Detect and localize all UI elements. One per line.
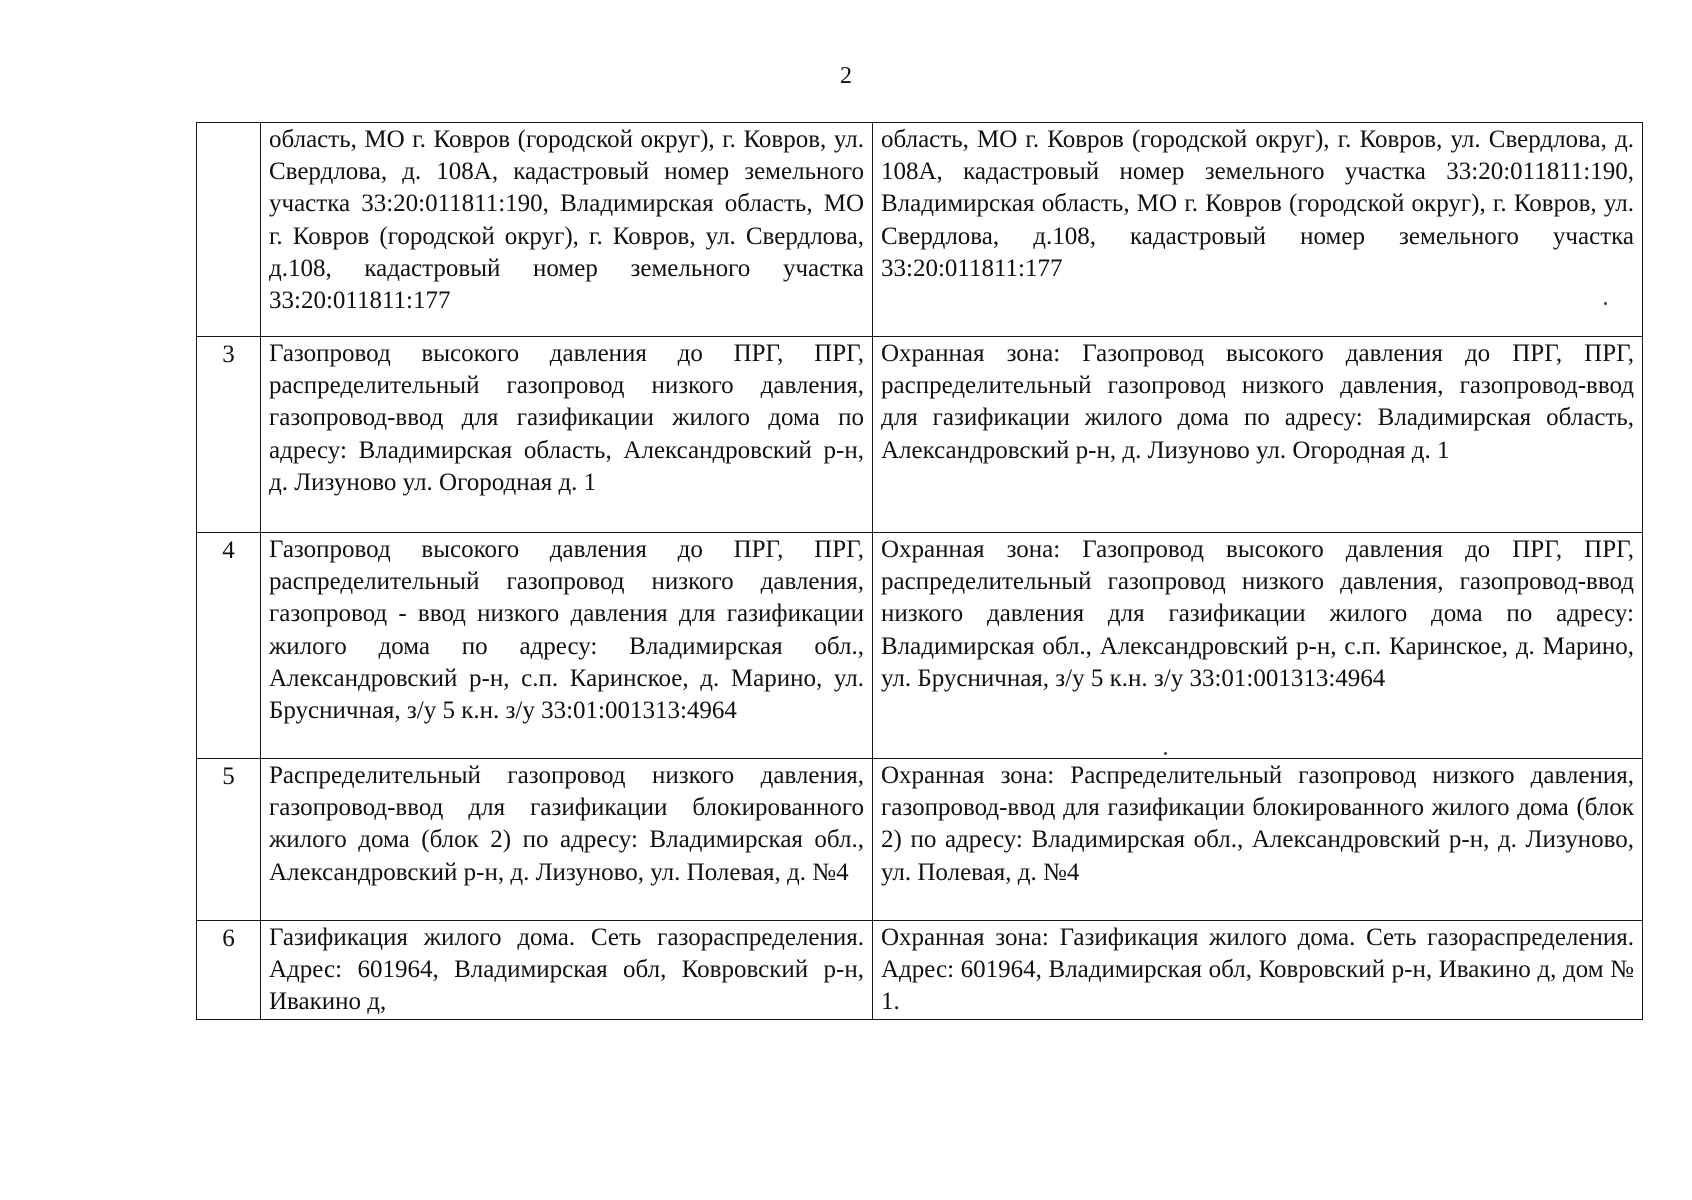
table-row	[197, 123, 1643, 337]
table-row	[197, 533, 1643, 759]
object-description: Газопровод высокого давления до ПРГ, ПРГ, распределительный газопровод низкого давления, газопровод-ввод для газификации жилого дома по адресу: Владимирская область, Александровский р-н, д. Лизуново ул. Огородная д. 1	[261, 337, 873, 533]
zone-description: Охранная зона: Газопровод высокого давления до ПРГ, ПРГ, распределительный газопровод низкого давления, газопровод-ввод низкого давления для газификации жилого дома по адресу: Владимирская обл., Александровский р-н, с.п. Каринское, д. Марино, ул. Брусничная, з/у 5 к.н. з/у 33:01:001313:4964	[873, 533, 1643, 759]
zone-description: Охранная зона: Распределительный газопровод низкого давления, газопровод-ввод для газификации блокированного жилого дома (блок 2) по адресу: Владимирская обл., Александровский р-н, д. Лизуново, ул. Полевая, д. №4	[873, 759, 1643, 921]
table-row	[197, 921, 1643, 1020]
row-number: 3	[197, 337, 261, 533]
zone-description: Охранная зона: Газопровод высокого давления до ПРГ, ПРГ, распределительный газопровод низкого давления, газопровод-ввод для газификации жилого дома по адресу: Владимирская область, Александровский р-н, д. Лизуново ул. Огородная д. 1	[873, 337, 1643, 533]
table-row	[197, 759, 1643, 921]
page-number: 2	[840, 63, 852, 89]
object-description: область, МО г. Ковров (городской округ), г. Ковров, ул. Свердлова, д. 108А, кадастровый номер земельного участка 33:20:011811:190, Владимирская область, МО г. Ковров (городской округ), г. Ковров, ул. Свердлова, д.108, кадастровый номер земельного участка 33:20:011811:177	[261, 123, 873, 337]
row-number	[197, 123, 261, 337]
object-description: Газификация жилого дома. Сеть газораспределения. Адрес: 601964, Владимирская обл, Ковровский р-н, Ивакино д,	[261, 921, 873, 1020]
scan-speck	[1164, 752, 1167, 755]
protection-zones-table	[196, 122, 1643, 1020]
row-number: 5	[197, 759, 261, 921]
table-row	[197, 337, 1643, 533]
object-description: Распределительный газопровод низкого давления, газопровод-ввод для газификации блокированного жилого дома (блок 2) по адресу: Владимирская обл., Александровский р-н, д. Лизуново, ул. Полевая, д. №4	[261, 759, 873, 921]
zone-description: область, МО г. Ковров (городской округ), г. Ковров, ул. Свердлова, д. 108А, кадастровый номер земельного участка 33:20:011811:190, Владимирская область, МО г. Ковров (городской округ), г. Ковров, ул. Свердлова, д.108, кадастровый номер земельного участка 33:20:011811:177	[873, 123, 1643, 337]
scan-speck	[1604, 302, 1607, 305]
zone-description: Охранная зона: Газификация жилого дома. Сеть газораспределения. Адрес: 601964, Владимирская обл, Ковровский р-н, Ивакино д, дом № 1.	[873, 921, 1643, 1020]
row-number: 6	[197, 921, 261, 1020]
row-number: 4	[197, 533, 261, 759]
object-description: Газопровод высокого давления до ПРГ, ПРГ, распределительный газопровод низкого давления, газопровод - ввод низкого давления для газификации жилого дома по адресу: Владимирская обл., Александровский р-н, с.п. Каринское, д. Марино, ул. Брусничная, з/у 5 к.н. з/у 33:01:001313:4964	[261, 533, 873, 759]
